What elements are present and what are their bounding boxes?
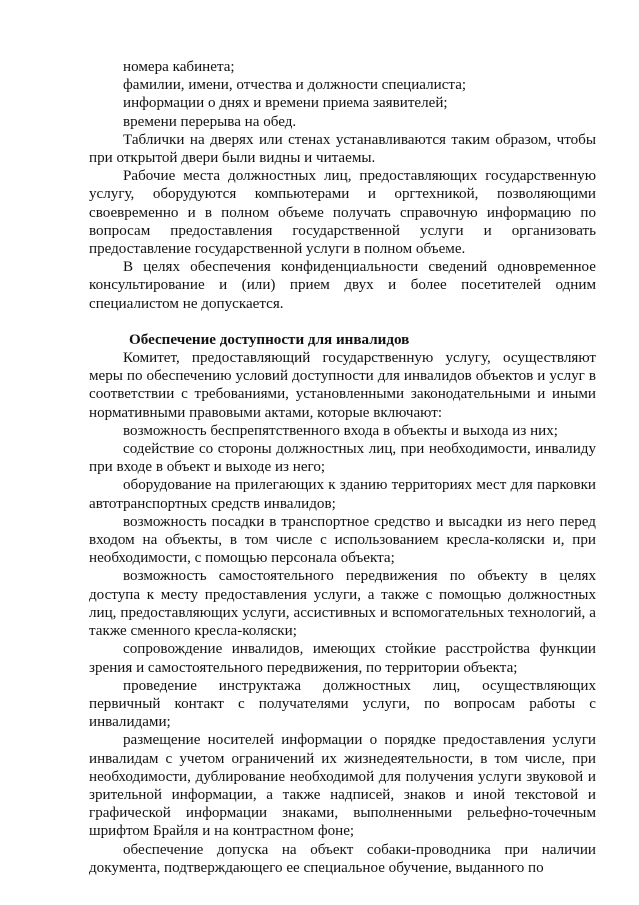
list-item: сопровождение инвалидов, имеющих стойкие расстройства функции зрения и самостоятельного передвижения, по территории объекта; [89, 641, 596, 676]
paragraph: В целях обеспечения конфиденциальности сведений одновременное консультирование и (или) прием двух и более посетителей одним специалистом не допускается. [89, 259, 596, 312]
list-item: времени перерыва на обед. [123, 113, 297, 130]
list-item: содействие со стороны должностных лиц, при необходимости, инвалиду при входе в объект и выходе из него; [89, 441, 596, 476]
list-item: возможность самостоятельного передвижения по объекту в целях доступа к месту предоставления услуги, а также с помощью должностных лиц, предоставляющих услуги, ассистивных и вспомогательных технологий, а также сменного кресла-коляски; [89, 568, 596, 640]
list-item: возможность посадки в транспортное средство и высадки из него перед входом на объекты, в том числе с использованием кресла-коляски и, при необходимости, с помощью персонала объекта; [89, 513, 596, 567]
list-item: информации о днях и времени приема заявителей; [123, 95, 448, 112]
list-item: номера кабинета; [123, 59, 235, 75]
list-item: оборудование на прилегающих к зданию территориях мест для парковки автотранспортных средств инвалидов; [89, 477, 596, 512]
section-heading: Обеспечение доступности для инвалидов [129, 331, 410, 348]
paragraph: Таблички на дверях или стенах устанавливаются таким образом, чтобы при открытой двери были видны и читаемы. [89, 131, 596, 167]
list-item: размещение носителей информации о порядке предоставления услуги инвалидам с учетом ограничений их жизнедеятельности, в том числе, при необходимости, дублирование необходимой для получения услуги звуковой и зрительной информации, а также надписей, знаков и иной текстовой и графической информации знаками, выполненными рельефно-точечным шрифтом Брайля и на контрастном фоне; [89, 732, 596, 840]
list-item: обеспечение допуска на объект собаки-проводника при наличии документа, подтверждающего ее специальное обучение, выданного по [89, 841, 596, 876]
section-intro: Комитет, предоставляющий государственную услугу, осуществляют меры по обеспечению условий доступности для инвалидов объектов и услуг в соответствии с требованиями, установленными законодательными и иными нормативными правовыми актами, которые включают: [89, 350, 596, 421]
list-item: проведение инструктажа должностных лиц, осуществляющих первичный контакт с получателями услуги, по вопросам работы с инвалидами; [89, 677, 596, 731]
list-item: возможность беспрепятственного входа в объекты и выхода из них; [123, 422, 558, 439]
paragraph: Рабочие места должностных лиц, предоставляющих государственную услугу, оборудуются компьютерами и оргтехникой, позволяющими своевременно и в полном объеме получать справочную информацию по вопросам предоставления государственной услуги и организовать предоставление государственной услуги в полном объеме. [89, 168, 596, 258]
document-body [89, 58, 596, 877]
list-item: фамилии, имени, отчества и должности специалиста; [123, 77, 467, 94]
